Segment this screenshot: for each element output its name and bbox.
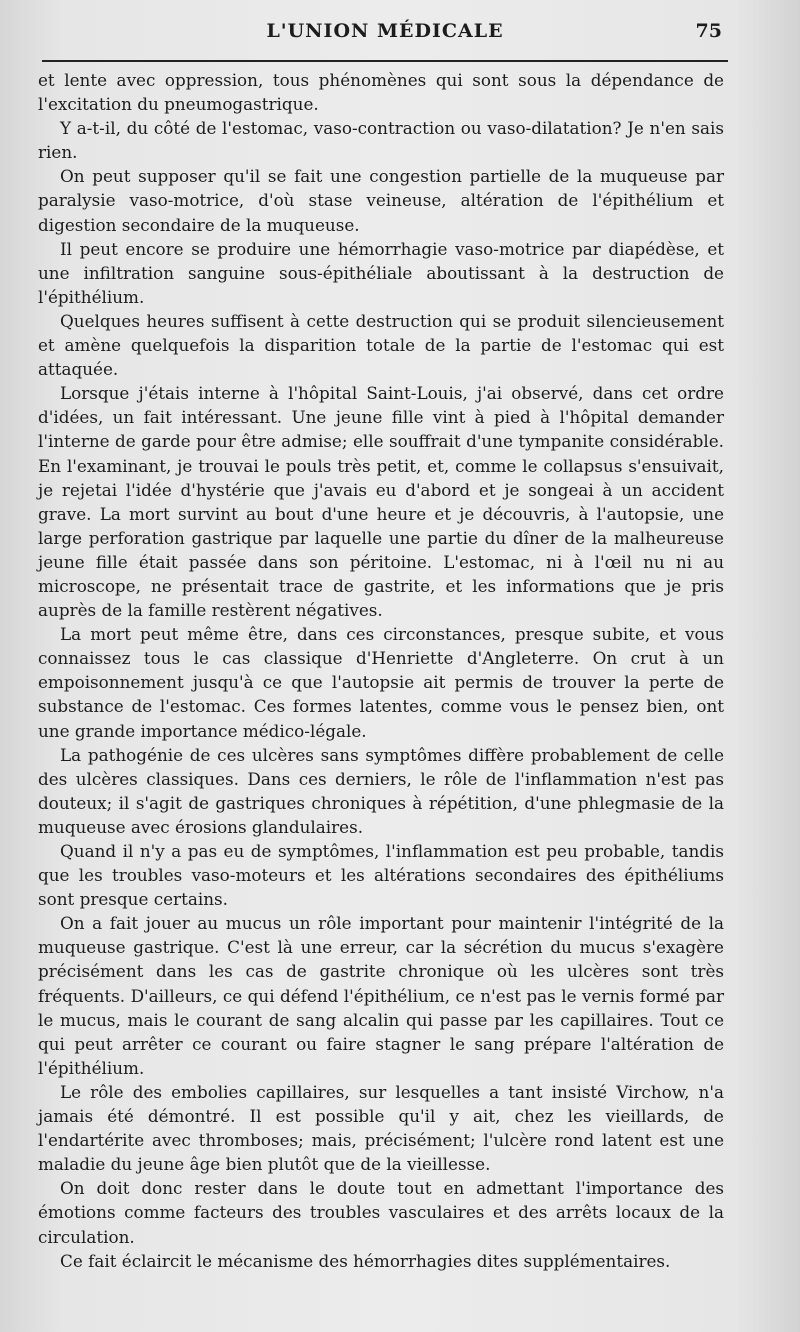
paragraph-9: Quand il n'y a pas eu de symptômes, l'inflammation est peu probable, tandis que les troubles vaso-moteurs et les altérations secondaires des épithéliums sont presque certains.: [38, 841, 724, 910]
paragraph-7: La mort peut même être, dans ces circonstances, presque subite, et vous connaissez tous le cas classique d'Henriette d'Angleterre. On crut à un empoisonnement jusqu'à ce que l'autopsie ait permis de trouver la perte de substance de l'estomac. Ces formes latentes, comme vous le pensez bien, ont une grande importance médico-légale.: [38, 624, 724, 741]
running-title: L'UNION MÉDICALE: [266, 20, 504, 42]
header-rule: [42, 60, 728, 62]
paragraph-1: et lente avec oppression, tous phénomènes qui sont sous la dépendance de l'excitation du pneumogastrique.: [38, 70, 724, 115]
paragraph-10: On a fait jouer au mucus un rôle important pour maintenir l'intégrité de la muqueuse gastrique. C'est là une erreur, car la sécrétion du mucus s'exagère précisément dans les cas de gastrite chronique où les ulcères sont très fréquents. D'ailleurs, ce qui défend l'épithélium, ce n'est pas le vernis formé par le mucus, mais le courant de sang alcalin qui passe par les capillaires. Tout ce qui peut arrêter ce courant ou faire stagner le sang prépare l'altération de l'épithélium.: [38, 913, 724, 1078]
paragraph-8: La pathogénie de ces ulcères sans symptômes diffère probablement de celle des ulcères classiques. Dans ces derniers, le rôle de l'inflammation n'est pas douteux; il s'agit de gastriques chroniques à répétition, d'une phlegmasie de la muqueuse avec érosions glandulaires.: [38, 744, 724, 837]
paragraph-11: Le rôle des embolies capillaires, sur lesquelles a tant insisté Virchow, n'a jamais été démontré. Il est possible qu'il y ait, chez les vieillards, de l'endartérite avec thromboses; mais, précisément; l'ulcère rond latent est une maladie du jeune âge bien plutôt que de la vieillesse.: [38, 1081, 724, 1175]
paragraph-12: On doit donc rester dans le doute tout en admettant l'importance des émotions comme facteurs des troubles vasculaires et des arrêts locaux de la circulation.: [38, 1178, 724, 1247]
paragraph-3: On peut supposer qu'il se fait une congestion partielle de la muqueuse par paralysie vaso-motrice, d'où stase veineuse, altération de l'épithélium et digestion secondaire de la muqueuse.: [38, 166, 724, 235]
paragraph-6: Lorsque j'étais interne à l'hôpital Saint-Louis, j'ai observé, dans cet ordre d'idées, un fait intéressant. Une jeune fille vint à pied à l'hôpital demander l'interne de garde pour être admise; elle souffrait d'une tympanite considérable. En l'examinant, je trouvai le pouls très petit, et, comme le collapsus s'ensuivait, je rejetai l'idée d'hystérie que j'avais eu d'abord et je songeai à un accident grave. La mort survint au bout d'une heure et je découvris, à l'autopsie, une large perforation gastrique par laquelle une partie du dîner de la malheureuse jeune fille était passée dans son péritoine. L'estomac, ni à l'œil nu ni au microscope, ne présentait trace de gastrite, et les informations que je pris auprès de la famille restèrent négatives.: [38, 383, 724, 621]
paragraph-13: Ce fait éclaircit le mécanisme des hémorrhagies dites supplémentaires.: [60, 1250, 671, 1271]
page-number: 75: [695, 20, 722, 42]
paragraph-5: Quelques heures suffisent à cette destruction qui se produit silencieusement et amène quelquefois la disparition totale de la partie de l'estomac qui est attaquée.: [38, 310, 724, 380]
paragraph-2: Y a-t-il, du côté de l'estomac, vaso-contraction ou vaso-dilatation? Je n'en sais rien.: [38, 118, 724, 163]
paragraph-4: Il peut encore se produire une hémorrhagie vaso-motrice par diapédèse, et une infiltration sanguine sous-épithéliale aboutissant à la destruction de l'épithélium.: [38, 238, 724, 307]
page-header: [0, 14, 800, 54]
body-text: [38, 68, 724, 1273]
